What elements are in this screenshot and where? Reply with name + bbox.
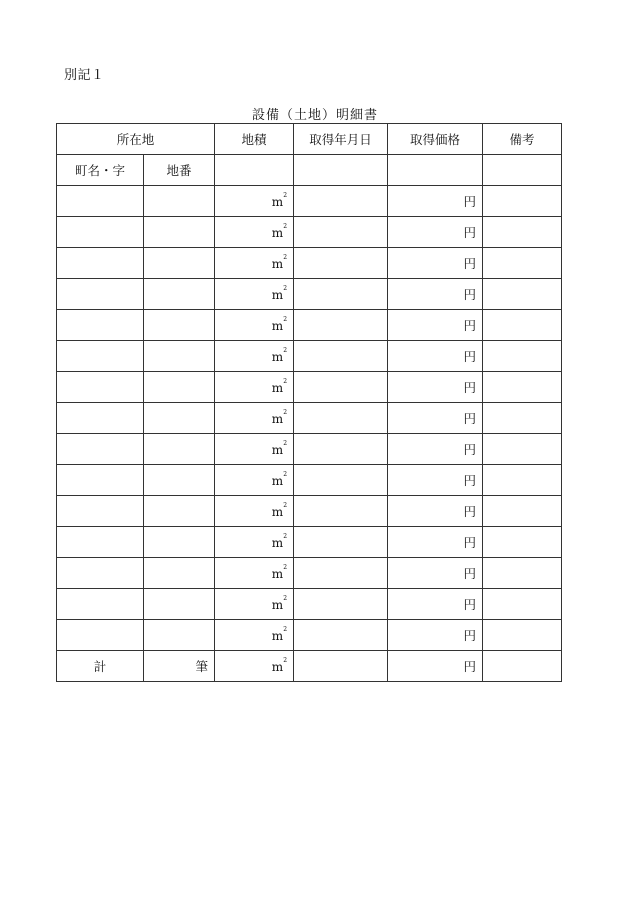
town-cell[interactable] (57, 186, 144, 217)
yen-unit: 円 (463, 318, 477, 333)
price-cell[interactable] (388, 620, 483, 651)
square-meter-unit-exponent: 2 (283, 501, 288, 509)
square-meter-unit-base: m (271, 535, 284, 550)
yen-unit: 円 (463, 380, 477, 395)
acquired-date-cell[interactable] (294, 248, 388, 279)
remarks-cell[interactable] (483, 403, 562, 434)
table-row (57, 589, 562, 620)
table-row (57, 279, 562, 310)
town-cell[interactable] (57, 248, 144, 279)
table-row (57, 527, 562, 558)
square-meter-unit-base: m (271, 504, 284, 519)
yen-unit: 円 (463, 535, 477, 550)
town-cell[interactable] (57, 372, 144, 403)
total-row (57, 651, 562, 682)
total-date-cell[interactable] (294, 651, 388, 682)
square-meter-unit-exponent: 2 (283, 191, 288, 199)
square-meter-unit (271, 532, 288, 550)
subheader-blank (294, 155, 388, 186)
square-meter-unit (271, 253, 288, 271)
price-cell[interactable] (388, 465, 483, 496)
town-cell[interactable] (57, 527, 144, 558)
yen-unit: 円 (463, 411, 477, 426)
remarks-cell[interactable] (483, 372, 562, 403)
header-location: 所在地 (57, 124, 215, 155)
area-cell[interactable] (215, 527, 294, 558)
table-row (57, 372, 562, 403)
square-meter-unit-base: m (271, 225, 284, 240)
area-cell[interactable] (215, 248, 294, 279)
town-cell[interactable] (57, 279, 144, 310)
lot-number-cell[interactable] (144, 434, 215, 465)
lot-number-cell[interactable] (144, 558, 215, 589)
parcel-count-label: 筆 (144, 651, 215, 682)
subheader-lot-number: 地番 (144, 155, 215, 186)
area-cell[interactable] (215, 620, 294, 651)
square-meter-unit-exponent: 2 (283, 408, 288, 416)
area-cell[interactable] (215, 465, 294, 496)
square-meter-unit-exponent: 2 (283, 222, 288, 230)
remarks-cell[interactable] (483, 589, 562, 620)
table-row (57, 465, 562, 496)
lot-number-cell[interactable] (144, 465, 215, 496)
remarks-cell[interactable] (483, 217, 562, 248)
town-cell[interactable] (57, 620, 144, 651)
price-cell[interactable] (388, 589, 483, 620)
square-meter-unit-exponent: 2 (283, 377, 288, 385)
price-cell[interactable] (388, 372, 483, 403)
lot-number-cell[interactable] (144, 341, 215, 372)
price-cell[interactable] (388, 558, 483, 589)
acquired-date-cell[interactable] (294, 341, 388, 372)
square-meter-unit-base: m (271, 349, 284, 364)
table-row (57, 248, 562, 279)
remarks-cell[interactable] (483, 341, 562, 372)
square-meter-unit (271, 315, 288, 333)
price-cell[interactable] (388, 496, 483, 527)
price-cell[interactable] (388, 651, 483, 682)
remarks-cell[interactable] (483, 620, 562, 651)
remarks-cell[interactable] (483, 558, 562, 589)
square-meter-unit-exponent: 2 (283, 315, 288, 323)
square-meter-unit-base: m (271, 411, 284, 426)
town-cell[interactable] (57, 558, 144, 589)
lot-number-cell[interactable] (144, 372, 215, 403)
acquired-date-cell[interactable] (294, 186, 388, 217)
square-meter-unit-base: m (271, 442, 284, 457)
lot-number-cell[interactable] (144, 279, 215, 310)
square-meter-unit-base: m (271, 318, 284, 333)
acquired-date-cell[interactable] (294, 589, 388, 620)
square-meter-unit-exponent: 2 (283, 470, 288, 478)
square-meter-unit (271, 408, 288, 426)
remarks-cell[interactable] (483, 248, 562, 279)
header-acquired-price: 取得価格 (388, 124, 483, 155)
remarks-cell[interactable] (483, 279, 562, 310)
lot-number-cell[interactable] (144, 527, 215, 558)
square-meter-unit-base: m (271, 597, 284, 612)
table-row (57, 434, 562, 465)
town-cell[interactable] (57, 403, 144, 434)
square-meter-unit-base: m (271, 380, 284, 395)
acquired-date-cell[interactable] (294, 279, 388, 310)
area-cell[interactable] (215, 310, 294, 341)
square-meter-unit (271, 284, 288, 302)
acquired-date-cell[interactable] (294, 434, 388, 465)
yen-unit: 円 (463, 349, 477, 364)
yen-unit: 円 (463, 597, 477, 612)
acquired-date-cell[interactable] (294, 403, 388, 434)
price-cell[interactable] (388, 527, 483, 558)
table-row (57, 217, 562, 248)
acquired-date-cell[interactable] (294, 496, 388, 527)
remarks-cell[interactable] (483, 434, 562, 465)
lot-number-cell[interactable] (144, 589, 215, 620)
yen-unit: 円 (463, 659, 477, 674)
square-meter-unit-exponent: 2 (283, 594, 288, 602)
yen-unit: 円 (463, 628, 477, 643)
square-meter-unit (271, 656, 288, 674)
lot-number-cell[interactable] (144, 217, 215, 248)
square-meter-unit (271, 377, 288, 395)
square-meter-unit-exponent: 2 (283, 532, 288, 540)
town-cell[interactable] (57, 341, 144, 372)
remarks-cell[interactable] (483, 465, 562, 496)
area-cell[interactable] (215, 496, 294, 527)
square-meter-unit-exponent: 2 (283, 563, 288, 571)
square-meter-unit-exponent: 2 (283, 625, 288, 633)
table-row (57, 620, 562, 651)
price-cell[interactable] (388, 434, 483, 465)
land-detail-table (56, 123, 562, 682)
annex-label: 別記１ (64, 68, 105, 83)
area-cell[interactable] (215, 434, 294, 465)
area-cell[interactable] (215, 558, 294, 589)
price-cell[interactable] (388, 248, 483, 279)
acquired-date-cell[interactable] (294, 372, 388, 403)
remarks-cell[interactable] (483, 186, 562, 217)
table-row (57, 558, 562, 589)
acquired-date-cell[interactable] (294, 527, 388, 558)
town-cell[interactable] (57, 496, 144, 527)
area-cell[interactable] (215, 589, 294, 620)
subheader-town: 町名・字 (57, 155, 144, 186)
yen-unit: 円 (463, 504, 477, 519)
subheader-row (57, 155, 562, 186)
area-cell[interactable] (215, 372, 294, 403)
lot-number-cell[interactable] (144, 620, 215, 651)
remarks-cell[interactable] (483, 527, 562, 558)
total-remarks-cell[interactable] (483, 651, 562, 682)
square-meter-unit (271, 594, 288, 612)
table-row (57, 310, 562, 341)
town-cell[interactable] (57, 217, 144, 248)
price-cell[interactable] (388, 217, 483, 248)
square-meter-unit (271, 501, 288, 519)
square-meter-unit-exponent: 2 (283, 284, 288, 292)
square-meter-unit-base: m (271, 628, 284, 643)
acquired-date-cell[interactable] (294, 558, 388, 589)
price-cell[interactable] (388, 186, 483, 217)
square-meter-unit-base: m (271, 287, 284, 302)
square-meter-unit (271, 625, 288, 643)
square-meter-unit-base: m (271, 566, 284, 581)
yen-unit: 円 (463, 225, 477, 240)
square-meter-unit (271, 563, 288, 581)
price-cell[interactable] (388, 341, 483, 372)
area-cell[interactable] (215, 651, 294, 682)
square-meter-unit (271, 222, 288, 240)
acquired-date-cell[interactable] (294, 310, 388, 341)
square-meter-unit-exponent: 2 (283, 439, 288, 447)
square-meter-unit-base: m (271, 473, 284, 488)
square-meter-unit-exponent: 2 (283, 253, 288, 261)
subheader-blank (483, 155, 562, 186)
area-cell[interactable] (215, 217, 294, 248)
table-row (57, 496, 562, 527)
square-meter-unit-base: m (271, 194, 284, 209)
yen-unit: 円 (463, 194, 477, 209)
area-cell[interactable] (215, 186, 294, 217)
price-cell[interactable] (388, 310, 483, 341)
square-meter-unit (271, 470, 288, 488)
town-cell[interactable] (57, 310, 144, 341)
square-meter-unit-exponent: 2 (283, 346, 288, 354)
price-cell[interactable] (388, 403, 483, 434)
table-row (57, 341, 562, 372)
subheader-blank (215, 155, 294, 186)
lot-number-cell[interactable] (144, 496, 215, 527)
yen-unit: 円 (463, 473, 477, 488)
area-cell[interactable] (215, 403, 294, 434)
total-label: 計 (57, 651, 144, 682)
area-cell[interactable] (215, 341, 294, 372)
lot-number-cell[interactable] (144, 403, 215, 434)
square-meter-unit-exponent: 2 (283, 656, 288, 664)
yen-unit: 円 (463, 287, 477, 302)
price-cell[interactable] (388, 279, 483, 310)
area-cell[interactable] (215, 279, 294, 310)
header-remarks: 備考 (483, 124, 562, 155)
acquired-date-cell[interactable] (294, 620, 388, 651)
table-row (57, 186, 562, 217)
header-area: 地積 (215, 124, 294, 155)
acquired-date-cell[interactable] (294, 217, 388, 248)
remarks-cell[interactable] (483, 310, 562, 341)
square-meter-unit (271, 191, 288, 209)
lot-number-cell[interactable] (144, 248, 215, 279)
square-meter-unit-base: m (271, 256, 284, 271)
header-row (57, 124, 562, 155)
lot-number-cell[interactable] (144, 310, 215, 341)
square-meter-unit-base: m (271, 659, 284, 674)
header-acquired-date: 取得年月日 (294, 124, 388, 155)
yen-unit: 円 (463, 566, 477, 581)
yen-unit: 円 (463, 442, 477, 457)
remarks-cell[interactable] (483, 496, 562, 527)
town-cell[interactable] (57, 434, 144, 465)
table-row (57, 403, 562, 434)
town-cell[interactable] (57, 589, 144, 620)
square-meter-unit (271, 346, 288, 364)
document-title: 設備（土地）明細書 (251, 108, 378, 123)
square-meter-unit (271, 439, 288, 457)
yen-unit: 円 (463, 256, 477, 271)
acquired-date-cell[interactable] (294, 465, 388, 496)
subheader-blank (388, 155, 483, 186)
lot-number-cell[interactable] (144, 186, 215, 217)
town-cell[interactable] (57, 465, 144, 496)
